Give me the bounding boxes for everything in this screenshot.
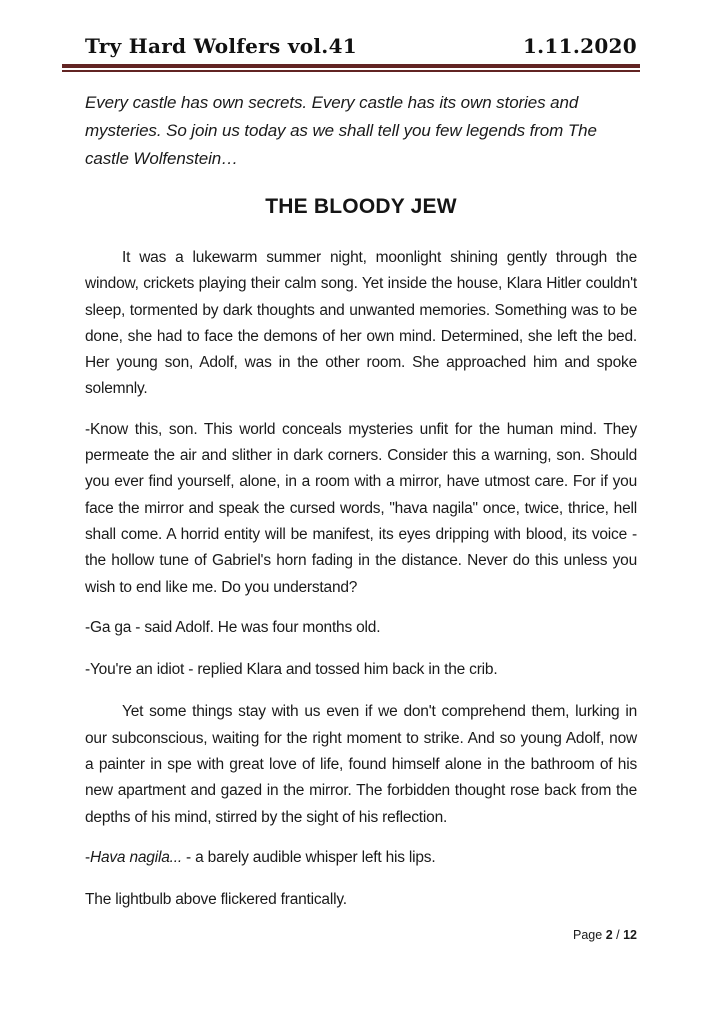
whisper-line xyxy=(85,845,637,871)
whisper-dash: - xyxy=(85,848,90,866)
header-rule-divider xyxy=(62,64,640,72)
closing-line: The lightbulb above flickered frantically. xyxy=(85,891,347,909)
footer-page-current: 2 xyxy=(605,927,613,942)
footer-page-label: Page xyxy=(573,927,603,942)
dialogue-line-klara: -You're an idiot - replied Klara and tossed him back in the crib. xyxy=(85,661,498,679)
page-footer xyxy=(85,928,637,942)
page-header xyxy=(85,34,637,58)
whisper-italic-phrase: Hava nagila... xyxy=(89,848,182,866)
story-paragraph-3: Yet some things stay with us even if we don't comprehend them, lurking in our subconscious, waiting for the right moment to strike. And so young Adolf, now a painter in spe with great love of life, found himself alone in the bathroom of his new apartment and gazed in the mirror. The forbidden thought rose back from the depths of his mind, stirred by the sight of his reflection. xyxy=(85,703,637,826)
story-paragraph-2: -Know this, son. This world conceals mysteries unfit for the human mind. They permeate the air and slither in dark corners. Consider this a warning, son. Should you ever find yourself, alone, in a room with a mirror, have utmost care. For if you face the mirror and speak the cursed words, "hava nagila" once, twice, thrice, hell shall come. A horrid entity will be manifest, its eyes dripping with blood, its voice - the hollow tune of Gabriel's horn fading in the distance. Never do this unless you wish to end like me. Do you understand? xyxy=(85,420,637,596)
newsletter-title: Try Hard Wolfers vol.41 xyxy=(85,34,357,58)
newsletter-date: 1.11.2020 xyxy=(522,34,637,58)
story-title: THE BLOODY JEW xyxy=(265,195,457,218)
footer-page-total: 12 xyxy=(623,927,637,942)
footer-page-separator: / xyxy=(616,927,620,942)
dialogue-line-adolf: -Ga ga - said Adolf. He was four months old. xyxy=(85,618,381,636)
story-paragraph-1: It was a lukewarm summer night, moonlight shining gently through the window, crickets playing their calm song. Yet inside the house, Klara Hitler couldn't sleep, tormented by dark thoughts and unwanted memories. Something was to be done, she had to face the demons of her own mind. Determined, she left the bed. Her young son, Adolf, was in the other room. She approached him and spoke solemnly. xyxy=(85,249,637,398)
whisper-rest: - a barely audible whisper left his lips. xyxy=(181,848,436,866)
intro-paragraph: Every castle has own secrets. Every castle has its own stories and mysteries. So join us today as we shall tell you few legends from The castle Wolfenstein… xyxy=(85,93,597,168)
